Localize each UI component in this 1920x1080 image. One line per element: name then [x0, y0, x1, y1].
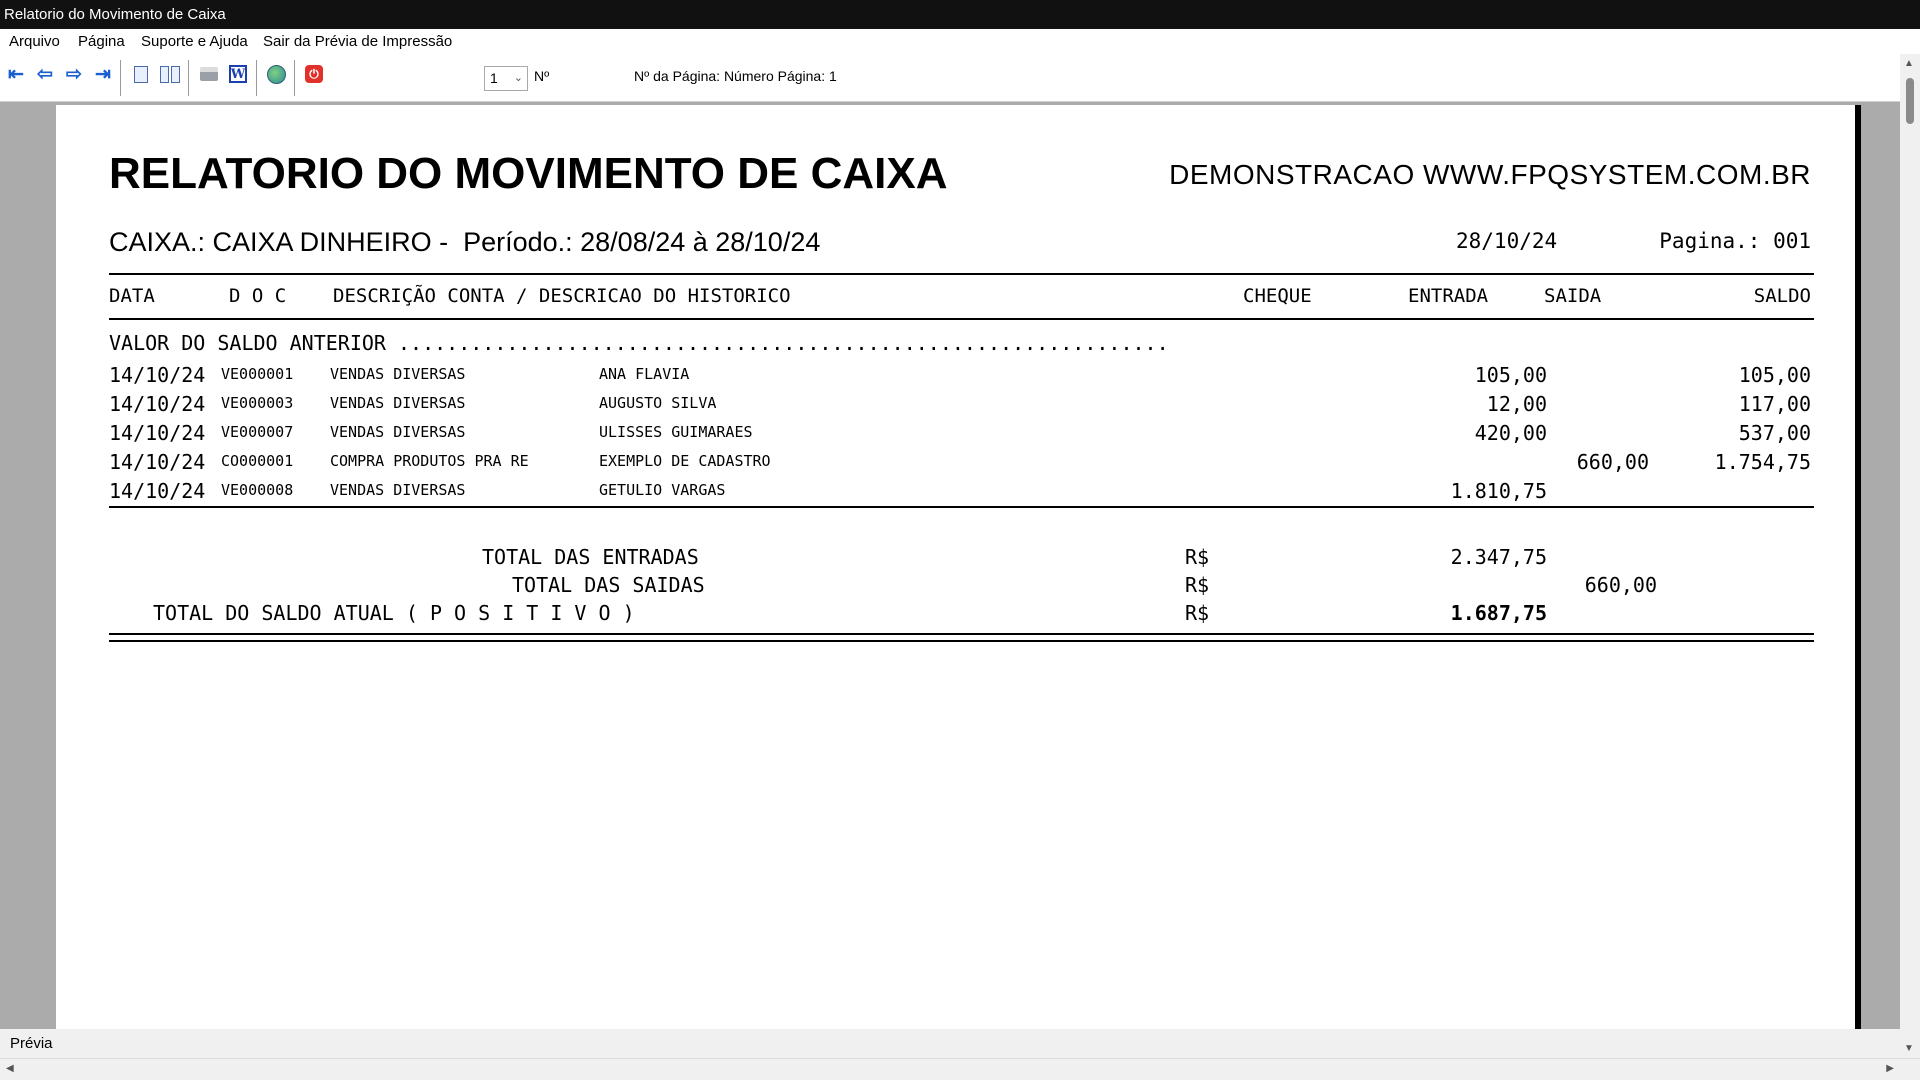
prev-page-button[interactable] — [33, 62, 57, 86]
report-title: RELATORIO DO MOVIMENTO DE CAIXA — [109, 149, 948, 198]
page-number-label: Nº — [534, 68, 550, 84]
print-button[interactable] — [197, 62, 221, 86]
header-saida: SAIDA — [1544, 285, 1602, 307]
row-doc: VE000007 — [221, 423, 294, 441]
row-doc: CO000001 — [221, 452, 294, 470]
total-saldo-value: 1.687,75 — [1450, 601, 1547, 625]
header-entrada: ENTRADA — [1408, 285, 1489, 307]
row-conta: VENDAS DIVERSAS — [330, 423, 466, 441]
total-entradas-label: TOTAL DAS ENTRADAS — [482, 545, 699, 569]
row-conta: VENDAS DIVERSAS — [330, 481, 466, 499]
header-saldo: SALDO — [1753, 285, 1811, 307]
menu-pagina[interactable]: Página — [78, 33, 125, 50]
first-page-button[interactable] — [4, 62, 28, 86]
total-saidas-label: TOTAL DAS SAIDAS — [512, 573, 705, 597]
header-data: DATA — [109, 285, 155, 307]
total-saldo-label: TOTAL DO SALDO ATUAL ( P O S I T I V O ) — [153, 601, 635, 625]
row-historico: AUGUSTO SILVA — [599, 394, 717, 412]
vertical-scrollbar[interactable] — [1900, 54, 1920, 1058]
two-page-button[interactable] — [158, 62, 182, 86]
total-saldo-currency: R$ — [1185, 601, 1210, 625]
header-doc: D O C — [229, 285, 287, 307]
single-page-icon — [134, 66, 148, 83]
row-entrada: 105,00 — [1474, 363, 1547, 387]
divider — [109, 273, 1814, 275]
row-historico: ANA FLAVIA — [599, 365, 690, 383]
row-entrada: 12,00 — [1486, 392, 1547, 416]
saldo-anterior: VALOR DO SALDO ANTERIOR ................................................................ — [109, 331, 1169, 355]
total-saidas-currency: R$ — [1185, 573, 1210, 597]
total-entradas-value: 2.347,75 — [1450, 545, 1547, 569]
page-number-value: 1 — [490, 70, 498, 86]
report-page-number: Pagina.: 001 — [1659, 229, 1811, 253]
divider — [109, 633, 1814, 635]
row-saida: 660,00 — [1576, 450, 1649, 474]
row-historico: GETULIO VARGAS — [599, 481, 726, 499]
toolbar-separator — [120, 60, 121, 96]
window-title-bar — [0, 0, 1920, 29]
menu-bar — [0, 29, 1920, 54]
word-export-button[interactable] — [226, 62, 250, 86]
status-bar — [0, 1029, 1900, 1058]
report-demo-text: DEMONSTRACAO WWW.FPQSYSTEM.COM.BR — [1169, 159, 1811, 190]
header-descricao: DESCRIÇÃO CONTA / DESCRICAO DO HISTORICO — [333, 285, 791, 307]
row-conta: COMPRA PRODUTOS PRA RE — [330, 452, 529, 470]
report-page — [56, 105, 1861, 1029]
row-doc: VE000008 — [221, 481, 294, 499]
row-conta: VENDAS DIVERSAS — [330, 394, 466, 412]
row-doc: VE000001 — [221, 365, 294, 383]
word-export-icon: W — [230, 66, 246, 82]
total-entradas-currency: R$ — [1185, 545, 1210, 569]
row-saldo: 117,00 — [1738, 392, 1811, 416]
single-page-button[interactable] — [129, 62, 153, 86]
menu-arquivo[interactable]: Arquivo — [9, 33, 60, 50]
status-text: Prévia — [10, 1035, 53, 1052]
horizontal-scrollbar[interactable] — [0, 1058, 1920, 1080]
scroll-right-icon[interactable]: ▶ — [1886, 1063, 1894, 1074]
divider — [109, 506, 1814, 508]
next-page-icon: ⇨ — [66, 63, 82, 85]
toolbar — [0, 54, 1900, 102]
toolbar-separator — [256, 60, 257, 96]
report-caixa-period: CAIXA.: CAIXA DINHEIRO - Período.: 28/08/24 à 28/10/24 — [109, 227, 821, 257]
row-doc: VE000003 — [221, 394, 294, 412]
row-data: 14/10/24 — [109, 363, 206, 387]
scroll-up-icon[interactable]: ▲ — [1904, 58, 1914, 69]
report-date: 28/10/24 — [1456, 229, 1558, 253]
prev-page-icon: ⇦ — [37, 63, 53, 85]
row-data: 14/10/24 — [109, 450, 206, 474]
close-preview-button[interactable] — [302, 62, 326, 86]
web-button[interactable] — [264, 62, 288, 86]
row-data: 14/10/24 — [109, 479, 206, 503]
toolbar-separator — [188, 60, 189, 96]
row-saldo: 1.754,75 — [1714, 450, 1811, 474]
row-saldo: 537,00 — [1738, 421, 1811, 445]
page-info-text: Nº da Página: Número Página: 1 — [634, 68, 837, 84]
row-saldo: 105,00 — [1738, 363, 1811, 387]
row-data: 14/10/24 — [109, 421, 206, 445]
web-icon — [267, 65, 286, 84]
scroll-down-icon[interactable]: ▼ — [1904, 1043, 1914, 1054]
scroll-thumb[interactable] — [1906, 78, 1914, 124]
last-page-icon: ⇥ — [95, 63, 111, 85]
last-page-button[interactable] — [91, 62, 115, 86]
divider — [109, 318, 1814, 320]
row-entrada: 420,00 — [1474, 421, 1547, 445]
menu-sair-previa[interactable]: Sair da Prévia de Impressão — [263, 33, 453, 50]
divider — [109, 640, 1814, 642]
chevron-down-icon: ⌄ — [513, 72, 523, 84]
row-historico: EXEMPLO DE CADASTRO — [599, 452, 771, 470]
row-conta: VENDAS DIVERSAS — [330, 365, 466, 383]
window-title: Relatorio do Movimento de Caixa — [4, 6, 226, 23]
print-icon — [200, 67, 218, 81]
row-entrada: 1.810,75 — [1450, 479, 1547, 503]
total-saidas-value: 660,00 — [1584, 573, 1657, 597]
header-cheque: CHEQUE — [1243, 285, 1312, 307]
close-icon: ⏻ — [305, 65, 323, 83]
page-number-select[interactable] — [484, 66, 528, 91]
row-historico: ULISSES GUIMARAES — [599, 423, 753, 441]
first-page-icon: ⇤ — [8, 63, 24, 85]
toolbar-separator — [294, 60, 295, 96]
scroll-left-icon[interactable]: ◀ — [6, 1063, 14, 1074]
two-page-icon — [160, 66, 180, 83]
next-page-button[interactable] — [62, 62, 86, 86]
row-data: 14/10/24 — [109, 392, 206, 416]
menu-suporte-ajuda[interactable]: Suporte e Ajuda — [141, 33, 248, 50]
